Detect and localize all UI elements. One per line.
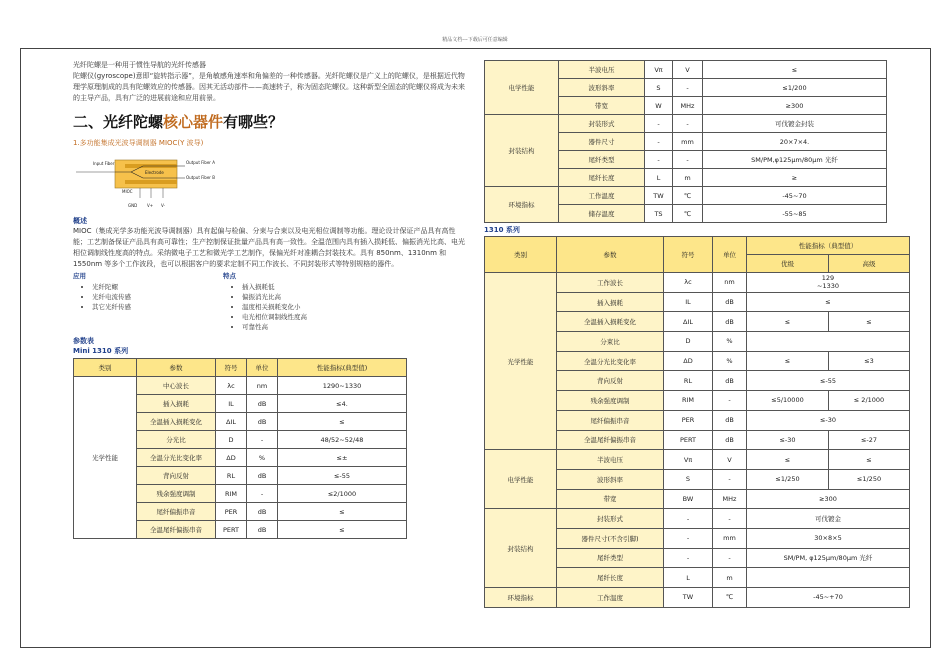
table-row [485,273,910,293]
apps-features [73,271,468,332]
unit-cell: MHz [673,97,703,115]
value-excellent-cell: ≤ [747,312,829,332]
symbol-cell: PERT [664,430,713,450]
unit-cell: ℃ [673,205,703,223]
list-item: • 插入损耗低 [242,282,373,292]
heading-highlight: 核心器件 [163,113,224,131]
symbol-cell: BW [664,489,713,509]
th-symbol: 符号 [664,237,713,273]
param-cell: 波形斜率 [557,469,664,489]
symbol-cell: D [664,332,713,352]
diagram-vplus-label: V+ [147,203,154,208]
symbol-cell: - [664,509,713,529]
diagram-output-a-label: Output Fiber A [186,160,215,165]
symbol-cell: RL [216,467,247,485]
unit-cell: - [247,485,278,503]
param-cell: 器件尺寸(不含引脚) [557,528,664,548]
unit-cell: - [713,391,747,411]
unit-cell: - [713,469,747,489]
category-cell: 光学性能 [485,273,557,450]
param-cell: 半波电压 [557,450,664,470]
value-advanced-cell: ≤-27 [829,430,910,450]
symbol-cell: RL [664,371,713,391]
unit-cell: V [713,450,747,470]
unit-cell: dB [713,430,747,450]
list-item: • 光纤电流传感 [92,292,223,302]
th-unit: 单位 [247,359,278,377]
symbol-cell: D [216,431,247,449]
th-perf: 性能指标(典型值) [278,359,407,377]
series-1310-table [484,236,910,608]
value-cell: 48/52~52/48 [278,431,407,449]
diagram-gnd-label: GND [128,203,138,208]
param-cell: 全温尾纤偏振串音 [557,430,664,450]
intro-paragraph: 陀螺仪(gyroscope)意即“旋转指示器”，是角敏感角速率和角偏差的一种传感器。光纤陀螺仪是广义上的陀螺仪，是根据近代物理学原理制成的具有陀螺效应的传感器。因其无活动部件——高速转子，称为固态陀螺仪。这种新型全固态的陀螺仪将成为未来的主导产品，具有广泛的进展前途和应用前景。 [73,72,465,102]
unit-cell: dB [247,395,278,413]
unit-cell: dB [713,292,747,312]
series-1310-title: 1310 系列 [484,226,520,234]
category-cell: 封装结构 [485,115,559,187]
symbol-cell: - [664,528,713,548]
unit-cell: m [673,169,703,187]
value-cell: -45~70 [703,187,887,205]
value-excellent-cell: ≤1/250 [747,469,829,489]
section-heading [73,111,468,132]
value-cell: ≤2/1000 [278,485,407,503]
table-row [74,377,407,395]
value-cell: ≤1/200 [703,79,887,97]
value-cell: 可伐镀金封装 [703,115,887,133]
unit-cell: - [713,548,747,568]
unit-cell: V [673,61,703,79]
value-cell: ≥300 [747,489,910,509]
diagram-output-b-label: Output Fiber B [186,175,215,180]
th-param: 参数 [557,237,664,273]
list-item: • 可靠性高 [242,322,373,332]
value-cell: ≤ [747,292,910,312]
symbol-cell: - [645,151,673,169]
list-item: • 其它光纤传感 [92,302,223,312]
param-cell: 背向反射 [557,371,664,391]
unit-cell: mm [673,133,703,151]
unit-cell: ℃ [673,187,703,205]
symbol-cell: Vπ [664,450,713,470]
overview-paragraph: MIOC（集成光学多功能光波导调制器）具有起偏与检偏、分束与合束以及电光相位调制等功能。理论设计保证产品具有高性能；工艺制备保证产品具有高可靠性；生产控制保证批量产品具有高一致性。全温范围内具有插入损耗低、偏振消光比高、电光相位调制线性度高的特点。采纳微电子工艺和微光学工艺制作，保偏光纤对准耦合封装技术。具有 850nm、1310nm 和 1550nm 等多个工作波段，也可以根据客户的要求定制不同工作波长、不同封装形式等特别规格的器件。 [73,227,465,268]
applications-column [73,271,223,332]
left-column [73,60,468,539]
category-cell: 封装结构 [485,509,557,588]
th-param: 参数 [137,359,216,377]
unit-cell: MHz [713,489,747,509]
subheading: 1.多功能集成光波导调制器 MIOC(Y 波导) [73,139,204,147]
unit-cell: nm [247,377,278,395]
param-cell: 半波电压 [559,61,645,79]
symbol-cell: PERT [216,521,247,539]
list-item: • 偏振消光比高 [242,292,373,302]
unit-cell: - [673,115,703,133]
unit-cell: dB [713,312,747,332]
diagram-mioc-label: MIOC [122,189,133,194]
symbol-cell: L [664,568,713,588]
symbol-cell: - [645,115,673,133]
symbol-cell: - [645,133,673,151]
param-cell: 尾纤偏振串音 [137,503,216,521]
category-cell: 环境指标 [485,588,557,608]
series-1310-table-body [485,273,910,608]
param-cell: 插入损耗 [137,395,216,413]
value-cell [747,332,910,352]
category-cell: 光学性能 [74,377,137,539]
value-cell: -45~+70 [747,588,910,608]
table-row [485,509,910,529]
unit-cell: m [713,568,747,588]
unit-cell: nm [713,273,747,293]
table-row [485,588,910,608]
value-cell: ≤-30 [747,410,910,430]
th-category: 类别 [485,237,557,273]
table-row [485,115,887,133]
param-cell: 尾纤类型 [559,151,645,169]
table-header-row [74,359,407,377]
value-cell: 30×8×5 [747,528,910,548]
diagram-vminus-label: V- [161,203,165,208]
value-advanced-cell: ≤ 2/1000 [829,391,910,411]
symbol-cell: RIM [216,485,247,503]
symbol-cell: - [664,548,713,568]
param-cell: 储存温度 [559,205,645,223]
param-cell: 工作温度 [557,588,664,608]
param-cell: 插入损耗 [557,292,664,312]
unit-cell: dB [247,413,278,431]
symbol-cell: ΔIL [664,312,713,332]
param-cell: 全温分光比变化率 [557,351,664,371]
value-cell: 1290~1330 [278,377,407,395]
unit-cell: mm [713,528,747,548]
param-cell: 尾纤长度 [559,169,645,187]
symbol-cell: RIM [664,391,713,411]
unit-cell: - [713,509,747,529]
param-cell: 波形斜率 [559,79,645,97]
features-column [223,271,373,332]
diagram-electrode-label: Electrode [145,170,164,175]
unit-cell: dB [247,521,278,539]
value-excellent-cell: ≤ [747,351,829,371]
value-cell [747,568,910,588]
param-cell: 封装形式 [557,509,664,529]
symbol-cell: ΔD [216,449,247,467]
params-title: 参数表 [73,337,94,345]
list-item: • 温度相关损耗变化小 [242,302,373,312]
symbol-cell: IL [664,292,713,312]
value-cell: SM/PM,φ125μm/80μm 光纤 [703,151,887,169]
value-excellent-cell: ≤-30 [747,430,829,450]
param-cell: 工作温度 [559,187,645,205]
value-cell: ≤ [278,521,407,539]
param-cell: 背向反射 [137,467,216,485]
unit-cell: ℃ [713,588,747,608]
value-cell: ≥300 [703,97,887,115]
heading-part1: 二、光纤陀螺 [73,113,164,131]
symbol-cell: ΔIL [216,413,247,431]
mioc-diagram [73,152,468,210]
value-cell: ≥ [703,169,887,187]
category-cell: 电学性能 [485,450,557,509]
symbol-cell: TW [664,588,713,608]
param-cell: 残余强度调制 [557,391,664,411]
mini1310-table-continued [484,60,887,223]
unit-cell: % [713,351,747,371]
unit-cell: dB [247,503,278,521]
value-cell: ≤4. [278,395,407,413]
value-advanced-cell: ≤1/250 [829,469,910,489]
param-cell: 尾纤偏振串音 [557,410,664,430]
header-note: 精品文档---下载后可任意编辑 [442,37,508,43]
overview-title: 概述 [73,217,87,225]
diagram-input-label: Input Fiber [93,161,115,166]
value-advanced-cell: ≤ [829,450,910,470]
symbol-cell: TW [645,187,673,205]
unit-cell: dB [247,467,278,485]
symbol-cell: λc [664,273,713,293]
param-cell: 带宽 [559,97,645,115]
category-cell: 环境指标 [485,187,559,223]
category-cell: 电学性能 [485,61,559,115]
list-item: • 电光相位调制线性度高 [242,312,373,322]
value-cell: ≤-55 [278,467,407,485]
symbol-cell: S [664,469,713,489]
param-cell: 全温插入损耗变化 [137,413,216,431]
right-column [484,60,912,608]
th-perf: 性能指标（典型值） [747,237,910,255]
table-row [485,187,887,205]
value-cell: 129 ~1330 [747,273,910,293]
value-cell: SM/PM, φ125μm/80μm 光纤 [747,548,910,568]
param-cell: 尾纤类型 [557,548,664,568]
value-cell: 20×7×4. [703,133,887,151]
param-cell: 封装形式 [559,115,645,133]
table-header-row [485,237,910,255]
th-symbol: 符号 [216,359,247,377]
param-cell: 分光比 [137,431,216,449]
applications-list [73,282,223,312]
symbol-cell: PER [664,410,713,430]
param-cell: 中心波长 [137,377,216,395]
list-item: • 光纤陀螺 [92,282,223,292]
heading-part3: 有哪些？ [223,113,284,131]
symbol-cell: Vπ [645,61,673,79]
symbol-cell: TS [645,205,673,223]
value-cell: ≤ [278,413,407,431]
value-cell: ≤-55 [747,371,910,391]
applications-title: 应用 [73,272,86,280]
param-cell: 带宽 [557,489,664,509]
unit-cell: % [247,449,278,467]
value-excellent-cell: ≤ [747,450,829,470]
symbol-cell: S [645,79,673,97]
value-excellent-cell: ≤5/10000 [747,391,829,411]
unit-cell: - [673,79,703,97]
symbol-cell: IL [216,395,247,413]
features-title: 特点 [223,272,236,280]
value-cell: 可伐镀金 [747,509,910,529]
param-cell: 全温插入损耗变化 [557,312,664,332]
symbol-cell: W [645,97,673,115]
value-cell: -55~85 [703,205,887,223]
value-advanced-cell: ≤3 [829,351,910,371]
param-cell: 全温尾纤偏振串音 [137,521,216,539]
intro-line: 光纤陀螺是一种用于惯性导航的光纤传感器 [73,61,206,69]
params-subtitle: Mini 1310 系列 [73,347,129,355]
unit-cell: dB [713,410,747,430]
th-advanced: 高级 [829,255,910,273]
symbol-cell: L [645,169,673,187]
mini1310-table [73,358,407,539]
value-cell: ≤± [278,449,407,467]
param-cell: 工作波长 [557,273,664,293]
unit-cell: dB [713,371,747,391]
continued-table-body [485,61,887,223]
th-category: 类别 [74,359,137,377]
value-cell: ≤ [278,503,407,521]
param-cell: 残余强度调制 [137,485,216,503]
symbol-cell: λc [216,377,247,395]
value-cell: ≤ [703,61,887,79]
param-cell: 分束比 [557,332,664,352]
value-advanced-cell: ≤ [829,312,910,332]
features-list [223,282,373,332]
param-cell: 全温分光比变化率 [137,449,216,467]
th-unit: 单位 [713,237,747,273]
table-row [485,450,910,470]
mini1310-table-body [74,377,407,539]
symbol-cell: PER [216,503,247,521]
unit-cell: - [673,151,703,169]
param-cell: 尾纤长度 [557,568,664,588]
symbol-cell: ΔD [664,351,713,371]
unit-cell: - [247,431,278,449]
param-cell: 器件尺寸 [559,133,645,151]
th-excellent: 优级 [747,255,829,273]
unit-cell: % [713,332,747,352]
table-row [485,61,887,79]
